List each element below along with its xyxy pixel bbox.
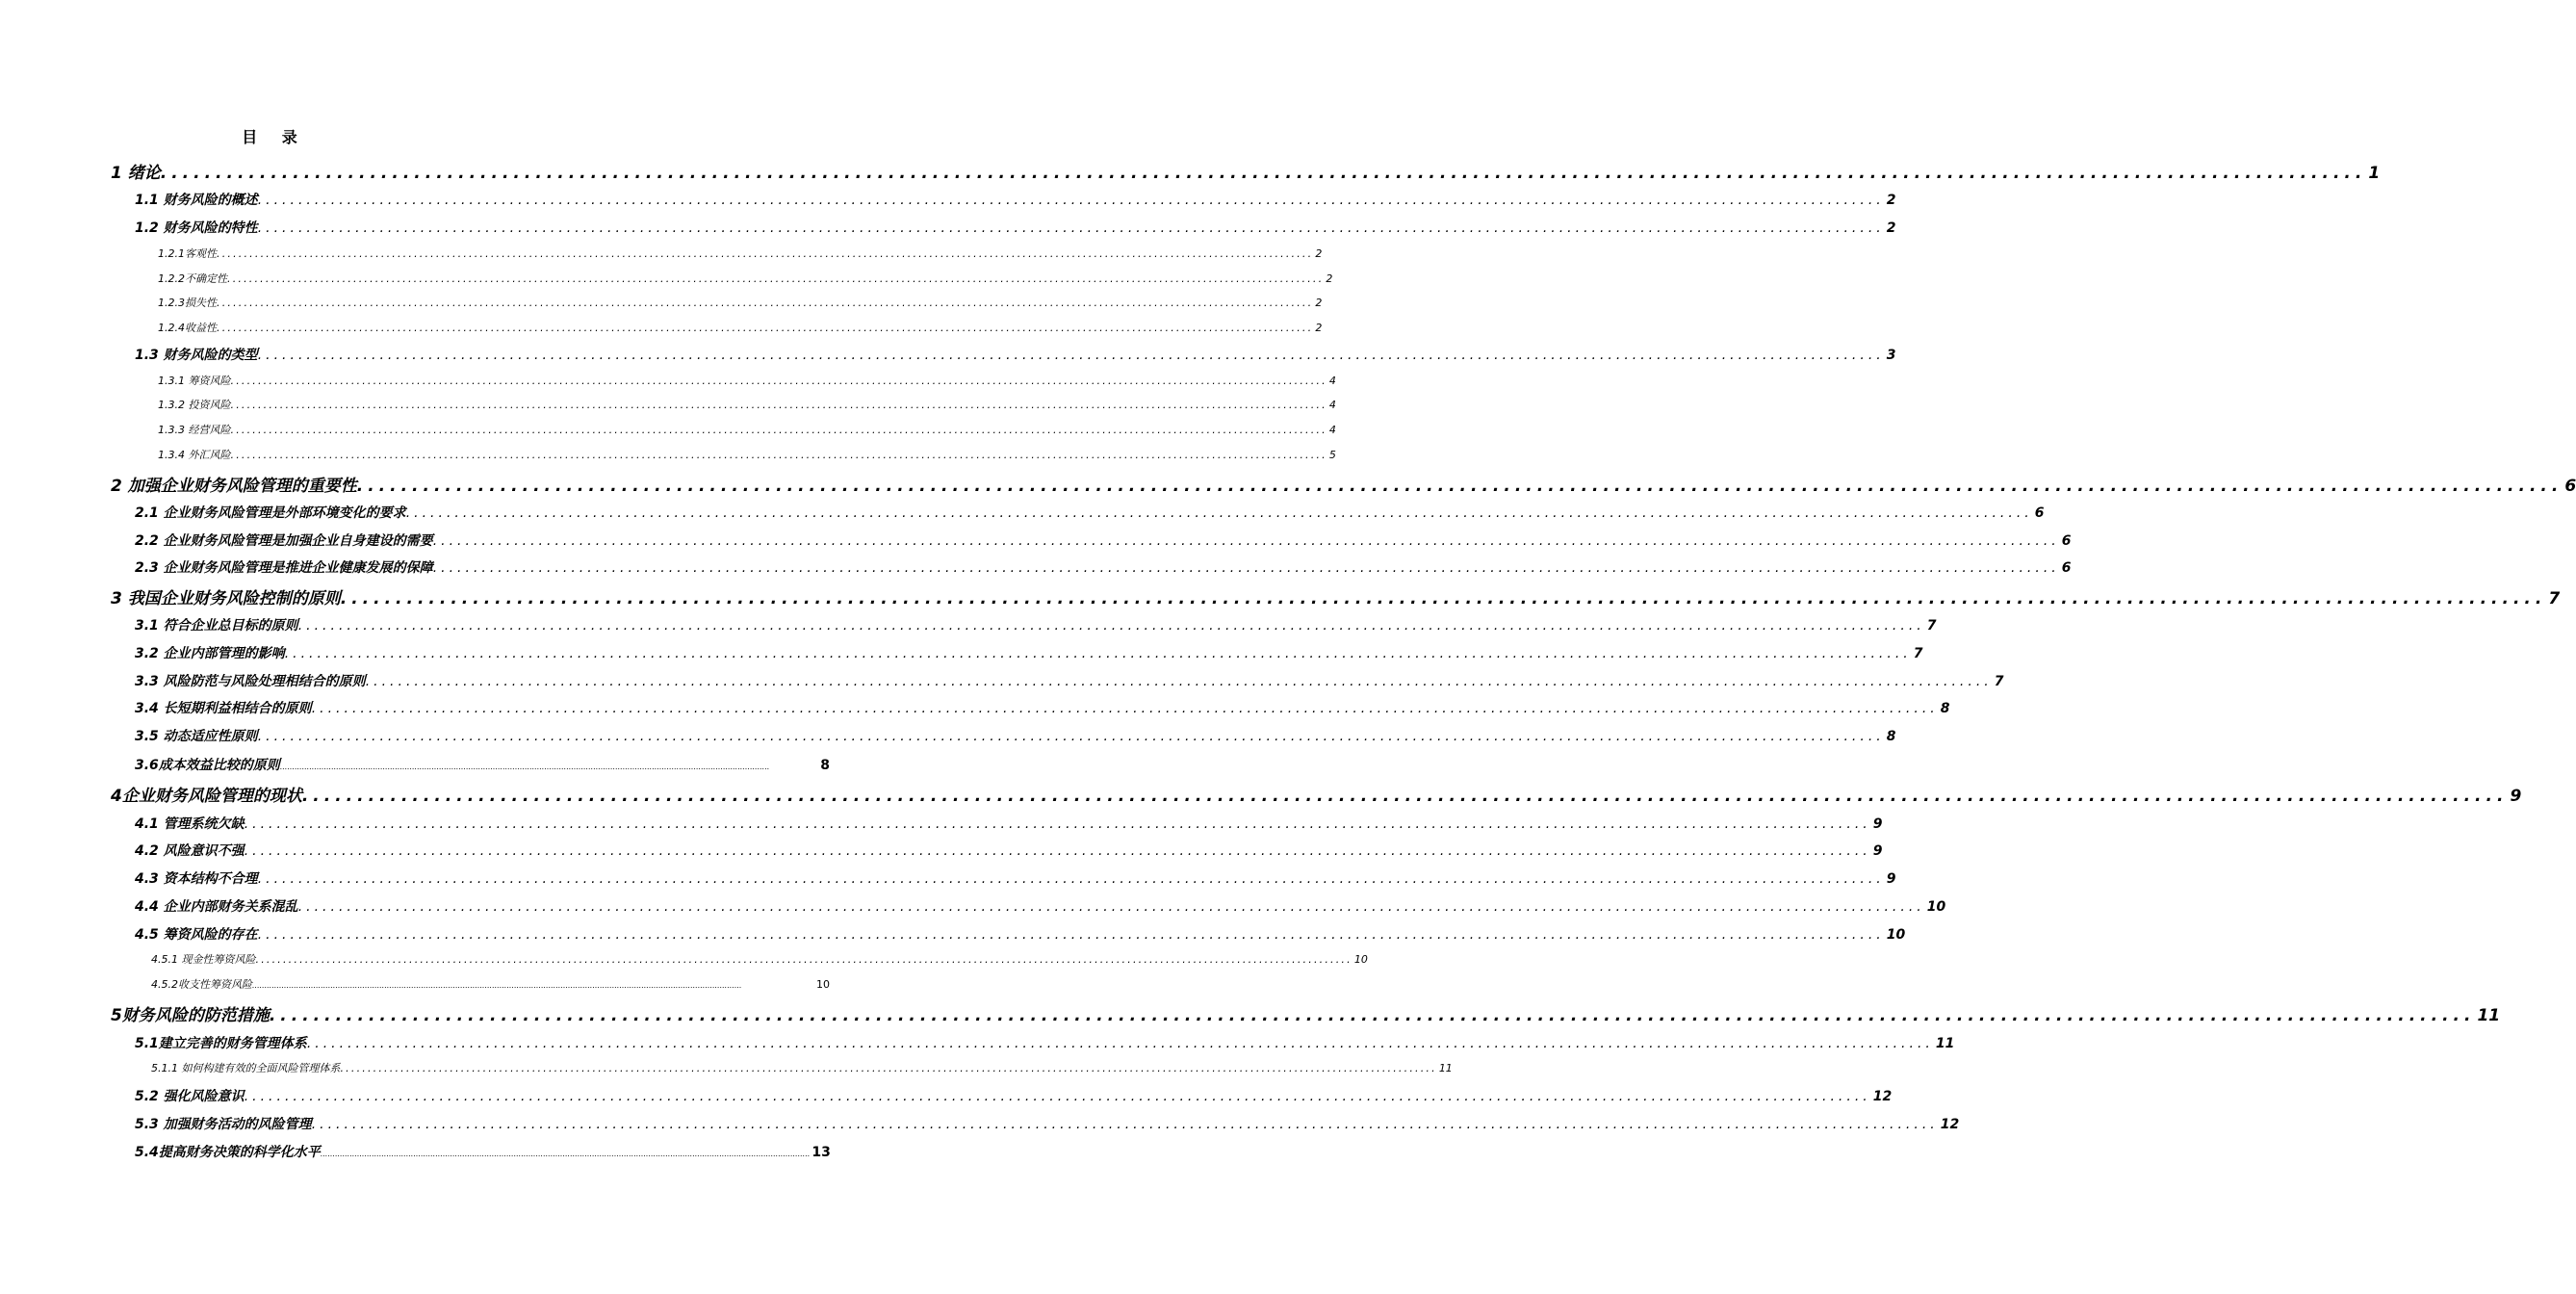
toc-page-number: 11: [1438, 1062, 1453, 1074]
toc-page-number: 2: [1886, 220, 1896, 236]
toc-entry-label: 1.3.1 筹资风险: [158, 375, 231, 387]
toc-entry-label: 1.3.4 外汇风险: [158, 449, 231, 461]
toc-leader-dots: ........................................................................................................................................................................................................: [432, 533, 2060, 549]
toc-page-number: 11: [1935, 1036, 1955, 1051]
toc-entry-label: 1.2.2不确定性: [158, 272, 227, 285]
toc-leader-dots: ........................................................................................................................................................................................................: [217, 322, 1314, 334]
toc-entry-label: 1.2.1客观性: [158, 247, 217, 260]
toc-page-number: 6: [2061, 533, 2072, 549]
toc-leader-dots: ........................................................................................................................................................................................................: [297, 899, 1925, 915]
toc-entry[interactable]: [135, 814, 1883, 833]
toc-entry[interactable]: [151, 1060, 1453, 1075]
toc-leader-dots: ........................................................................................................................................................................................................: [255, 953, 1352, 966]
toc-leader-dots: ........................................................................................................................................................................................................: [284, 646, 1912, 661]
toc-entry[interactable]: [135, 698, 1950, 717]
toc-page-number: 10: [1926, 899, 1946, 915]
toc-entry-label: 2 加强企业财务风险管理的重要性: [111, 477, 357, 496]
toc-page-number: 8: [1886, 729, 1896, 744]
toc-page-number: 7: [2548, 589, 2561, 608]
toc-entry[interactable]: [135, 218, 1896, 237]
toc-leader-dots: ........................................................................................................................................................................................................: [311, 701, 1939, 716]
toc-leader-dots: ........................................................................................................................................................................................................: [217, 297, 1314, 309]
toc-entry-label: 3.2 企业内部管理的影响: [135, 646, 285, 661]
toc-entry-label: 4.1 管理系统欠缺: [135, 816, 245, 832]
toc-entry[interactable]: [135, 841, 1883, 860]
toc-entry-label: 5.1.1 如何构建有效的全面风险管理体系: [151, 1062, 341, 1074]
toc-entry-label: 3.3 风险防范与风险处理相结合的原则: [135, 674, 366, 689]
toc-entry[interactable]: [135, 896, 1946, 916]
toc-entry-label: 1.3.2 投资风险: [158, 399, 231, 411]
toc-leader-dots: ........................................................................................................................................................................................................: [306, 1036, 1934, 1051]
toc-entry-label: 1 绪论: [111, 164, 161, 183]
toc-entry[interactable]: [158, 320, 1323, 335]
toc-leader-dots: ........................................................................................................................................................................................................: [257, 220, 1885, 236]
toc-page-number: 9: [1872, 843, 1883, 859]
toc-entry[interactable]: [151, 951, 1368, 967]
toc-entry-label: 3 我国企业财务风险控制的原则: [111, 589, 341, 608]
toc-leader-dots: ........................................................................................................................................................................................................: [365, 674, 1993, 689]
toc-entry[interactable]: [135, 1142, 830, 1161]
toc-leader-dots: ........................................................................................................................................................................................................: [257, 871, 1885, 887]
toc-leader-dots: ........................................................................................................................................................................................................: [269, 1006, 2476, 1025]
toc-leader-dots: ........................................................................................................................................................................................................: [311, 1117, 1939, 1132]
toc-leader-dots: ........................................................................................................................................................................................................: [230, 449, 1327, 461]
toc-leader-dots: ........................................................................................................................................................................................................: [252, 981, 742, 990]
toc-entry-label: 1.1 财务风险的概述: [135, 193, 258, 208]
toc-entry-label: 5.4提高财务决策的科学化水平: [135, 1145, 321, 1160]
toc-page-number: 12: [1940, 1117, 1960, 1132]
toc-entry[interactable]: [158, 422, 1336, 437]
toc-entry-label: 1.2 财务风险的特性: [135, 220, 258, 236]
toc-entry[interactable]: [158, 295, 1323, 310]
toc-leader-dots: ........................................................................................................................................................................................................: [160, 164, 2367, 183]
toc-entry[interactable]: [135, 924, 1906, 944]
toc-entry-label: 4.4 企业内部财务关系混乱: [135, 899, 298, 915]
toc-leader-dots: ........................................................................................................................................................................................................: [432, 560, 2060, 576]
toc-entry[interactable]: [111, 472, 2576, 496]
toc-entry-label: 3.4 长短期利益相结合的原则: [135, 701, 312, 716]
toc-entry[interactable]: [111, 584, 2561, 608]
toc-entry[interactable]: [111, 159, 2381, 183]
toc-entry-label: 3.5 动态适应性原则: [135, 729, 258, 744]
toc-entry-label: 4.5.1 现金性筹资风险: [151, 953, 256, 966]
toc-entry[interactable]: [135, 557, 2072, 577]
toc-leader-dots: ........................................................................................................................................................................................................: [257, 729, 1885, 744]
toc-title: 目 录: [242, 128, 307, 146]
toc-leader-dots: ........................................................................................................................................................................................................: [340, 1062, 1437, 1074]
toc-page-number: 9: [2510, 787, 2522, 806]
toc-page-number: 10: [1353, 953, 1368, 966]
toc-page-number: 7: [1926, 618, 1937, 634]
toc-page-number: 13: [811, 1145, 831, 1160]
toc-entry[interactable]: [135, 671, 2004, 690]
toc-entry[interactable]: [158, 271, 1333, 286]
toc-entry[interactable]: [135, 531, 2072, 550]
toc-entry[interactable]: [158, 447, 1336, 462]
toc-page-number: 11: [2477, 1006, 2501, 1025]
toc-entry-label: 5.2 强化风险意识: [135, 1089, 245, 1104]
toc-entry-label: 1.2.4收益性: [158, 322, 217, 334]
toc-leader-dots: ........................................................................................................................................................................................................: [244, 816, 1871, 832]
toc-leader-dots: ........................................................................................................................................................................................................: [320, 1150, 811, 1158]
toc-entry[interactable]: [111, 782, 2522, 806]
toc-entry-label: 1.3.3 经营风险: [158, 424, 231, 436]
toc-leader-dots: ........................................................................................................................................................................................................: [257, 348, 1885, 363]
toc-entry-label: 5.3 加强财务活动的风险管理: [135, 1117, 312, 1132]
toc-page-number: 4: [1328, 399, 1336, 411]
toc-entry[interactable]: [158, 246, 1323, 261]
toc-page-number: 10: [1886, 927, 1906, 943]
toc-page-number: 12: [1872, 1089, 1893, 1104]
toc-leader-dots: ........................................................................................................................................................................................................: [217, 247, 1314, 260]
toc-entry-label: 5财务风险的防范措施: [111, 1006, 270, 1025]
toc-page-number: 7: [1994, 674, 2004, 689]
toc-entry-label: 4.2 风险意识不强: [135, 843, 245, 859]
toc-leader-dots: ........................................................................................................................................................................................................: [230, 375, 1327, 387]
toc-entry[interactable]: [135, 1033, 1955, 1052]
toc-leader-dots: ........................................................................................................................................................................................................: [297, 618, 1925, 634]
toc-entry[interactable]: [135, 345, 1896, 364]
toc-entry-label: 3.6成本效益比较的原则: [135, 758, 280, 773]
toc-leader-dots: ........................................................................................................................................................................................................: [301, 787, 2509, 806]
toc-leader-dots: ........................................................................................................................................................................................................: [244, 1089, 1871, 1104]
toc-entry-label: 2.2 企业财务风险管理是加强企业自身建设的需要: [135, 533, 433, 549]
toc-entry[interactable]: [135, 868, 1896, 888]
toc-page-number: 6: [2564, 477, 2576, 496]
toc-entry[interactable]: [135, 1086, 1893, 1105]
toc-entry[interactable]: [135, 1114, 1960, 1133]
toc-page-number: 6: [2061, 560, 2072, 576]
toc-entry[interactable]: [135, 726, 1896, 745]
toc-page-number: 1: [2368, 164, 2381, 183]
toc-leader-dots: ........................................................................................................................................................................................................: [356, 477, 2563, 496]
toc-entry-label: 1.2.3损失性: [158, 297, 217, 309]
toc-leader-dots: ........................................................................................................................................................................................................: [257, 927, 1885, 943]
toc-leader-dots: ........................................................................................................................................................................................................: [244, 843, 1871, 859]
toc-leader-dots: ........................................................................................................................................................................................................: [405, 505, 2033, 521]
toc-leader-dots: ........................................................................................................................................................................................................: [279, 763, 770, 771]
toc-page-number: 2: [1315, 297, 1323, 309]
toc-entry[interactable]: [111, 1001, 2501, 1025]
toc-entry[interactable]: [135, 503, 2045, 522]
toc-entry[interactable]: [158, 397, 1336, 412]
toc-page-number: 2: [1886, 193, 1896, 208]
toc-entry-label: 4.5 筹资风险的存在: [135, 927, 258, 943]
toc-page-number: 2: [1326, 272, 1333, 285]
toc-page-number: 10: [816, 978, 830, 991]
toc-page-number: 5: [1328, 449, 1336, 461]
toc-leader-dots: ........................................................................................................................................................................................................: [340, 589, 2547, 608]
toc-leader-dots: ........................................................................................................................................................................................................: [230, 424, 1327, 436]
toc-page-number: 2: [1315, 322, 1323, 334]
toc-entry-label: 2.3 企业财务风险管理是推进企业健康发展的保障: [135, 560, 433, 576]
toc-entry[interactable]: [151, 976, 830, 992]
toc-entry[interactable]: [135, 190, 1896, 209]
toc-leader-dots: ........................................................................................................................................................................................................: [257, 193, 1885, 208]
toc-page-number: 2: [1315, 247, 1323, 260]
toc-entry-label: 5.1建立完善的财务管理体系: [135, 1036, 307, 1051]
toc-entry-label: 2.1 企业财务风险管理是外部环境变化的要求: [135, 505, 406, 521]
toc-leader-dots: ........................................................................................................................................................................................................: [227, 272, 1325, 285]
toc-page-number: 9: [1872, 816, 1883, 832]
toc-leader-dots: ........................................................................................................................................................................................................: [230, 399, 1327, 411]
toc-page-number: 8: [820, 758, 830, 773]
toc-entry[interactable]: [135, 755, 830, 774]
toc-entry-label: 1.3 财务风险的类型: [135, 348, 258, 363]
toc-page-number: 3: [1886, 348, 1896, 363]
toc-page-number: 9: [1886, 871, 1896, 887]
toc-page-number: 8: [1940, 701, 1950, 716]
toc-entry-label: 4.3 资本结构不合理: [135, 871, 258, 887]
toc-page-number: 7: [1913, 646, 1923, 661]
toc-entry-label: 4.5.2收支性筹资风险: [151, 978, 252, 991]
toc-page-number: 4: [1328, 424, 1336, 436]
toc-entry[interactable]: [135, 615, 1937, 634]
toc-entry-label: 3.1 符合企业总目标的原则: [135, 618, 298, 634]
toc-page-number: 6: [2034, 505, 2045, 521]
toc-entry[interactable]: [158, 373, 1336, 388]
toc-entry-label: 4企业财务风险管理的现状: [111, 787, 302, 806]
toc-page-number: 4: [1328, 375, 1336, 387]
toc-entry[interactable]: [135, 643, 1923, 662]
